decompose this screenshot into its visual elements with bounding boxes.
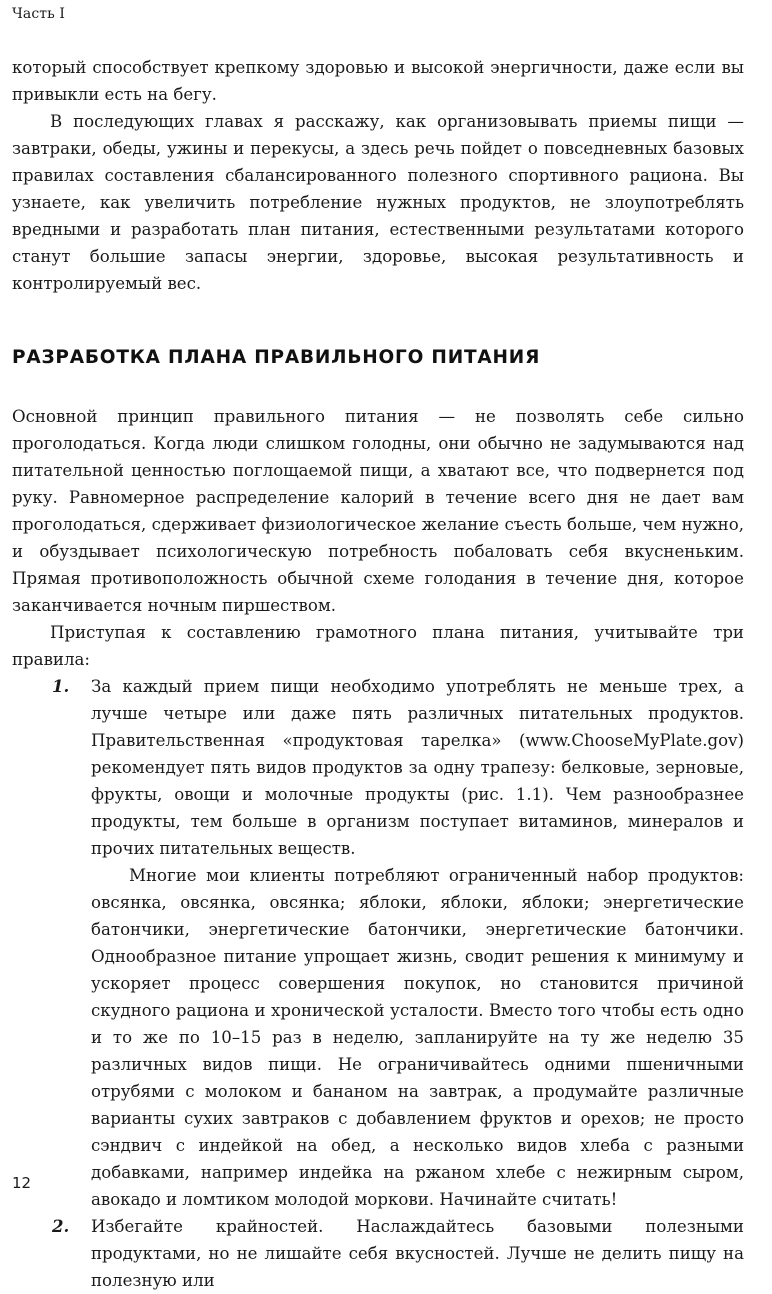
list-item	[12, 673, 744, 1213]
list-item	[12, 1213, 744, 1294]
page-number: 12	[12, 1174, 32, 1192]
paragraph: Приступая к составлению грамотного плана питания, учитывайте три правила:	[12, 623, 744, 669]
list-item-subparagraph: Многие мои клиенты потребляют ограниченный набор продуктов: овсянка, овсянка, овсянка; яблоки, яблоки, яблоки; энергетические батончики, энергетические батончики, энергетические батончики. Однообразное питание упрощает жизнь, сводит решения к минимуму и ускоряет процесс совершения покупок, но становится причиной скудного рациона и хронической усталости. Вместо того чтобы есть одно и то же по 10–15 раз в неделю, запланируйте на ту же неделю 35 различных видов пищи. Не ограничивайтесь одними пшеничными отрубями с молоком и бананом на завтрак, а продумайте различные варианты сухих завтраков с добавлением фруктов и орехов; не просто сэндвич с индейкой на обед, а несколько видов хлеба с разными добавками, например индейка на ржаном хлебе с нежирным сыром, авокадо и ломтиком молодой моркови. Начинайте считать!	[91, 866, 744, 1209]
list-item-text: Избегайте крайностей. Наслаждайтесь базовыми полезными продуктами, но не лишайте себя вкусностей. Лучше не делить пищу на полезную или	[91, 1217, 744, 1290]
list-number: 2.	[52, 1216, 70, 1236]
paragraph: который способствует крепкому здоровью и высокой энергичности, даже если вы привыкли есть на бегу.	[12, 58, 744, 104]
paragraph: Основной принцип правильного питания — не позволять себе сильно проголодаться. Когда люди слишком голодны, они обычно не задумываются над питательной ценностью поглощаемой пищи, а хватают все, что подвернется под руку. Равномерное распределение калорий в течение всего дня не дает вам проголодаться, сдерживает физиологическое желание съесть больше, чем нужно, и обуздывает психологическую потребность побаловать себя вкусненьким. Прямая противоположность обычной схеме голодания в течение дня, которое заканчивается ночным пиршеством.	[12, 407, 744, 615]
running-head: Часть I	[12, 6, 66, 22]
rules-list	[12, 673, 744, 1294]
paragraph: В последующих главах я расскажу, как организовывать приемы пищи — завтраки, обеды, ужины и перекусы, а здесь речь пойдет о повседневных базовых правилах составления сбалансированного полезного спортивного рациона. Вы узнаете, как увеличить потребление нужных продуктов, не злоупотреблять вредными и разработать план питания, естественными результатами которого станут большие запасы энергии, здоровье, высокая результативность и контролируемый вес.	[12, 112, 744, 293]
intro-text	[12, 54, 744, 297]
section-body	[12, 403, 744, 1294]
list-number: 1.	[52, 676, 70, 696]
section-heading: РАЗРАБОТКА ПЛАНА ПРАВИЛЬНОГО ПИТАНИЯ	[12, 347, 541, 368]
list-item-text: За каждый прием пищи необходимо употреблять не меньше трех, а лучше четыре или даже пять различных питательных продуктов. Правительственная «продуктовая тарелка» (www.ChooseMyPlate.gov) рекомендует пять видов продуктов за одну трапезу: белковые, зерновые, фрукты, овощи и молочные продукты (рис. 1.1). Чем разнообразнее продукты, тем больше в организм поступает витаминов, минералов и прочих питательных веществ.	[91, 677, 744, 858]
